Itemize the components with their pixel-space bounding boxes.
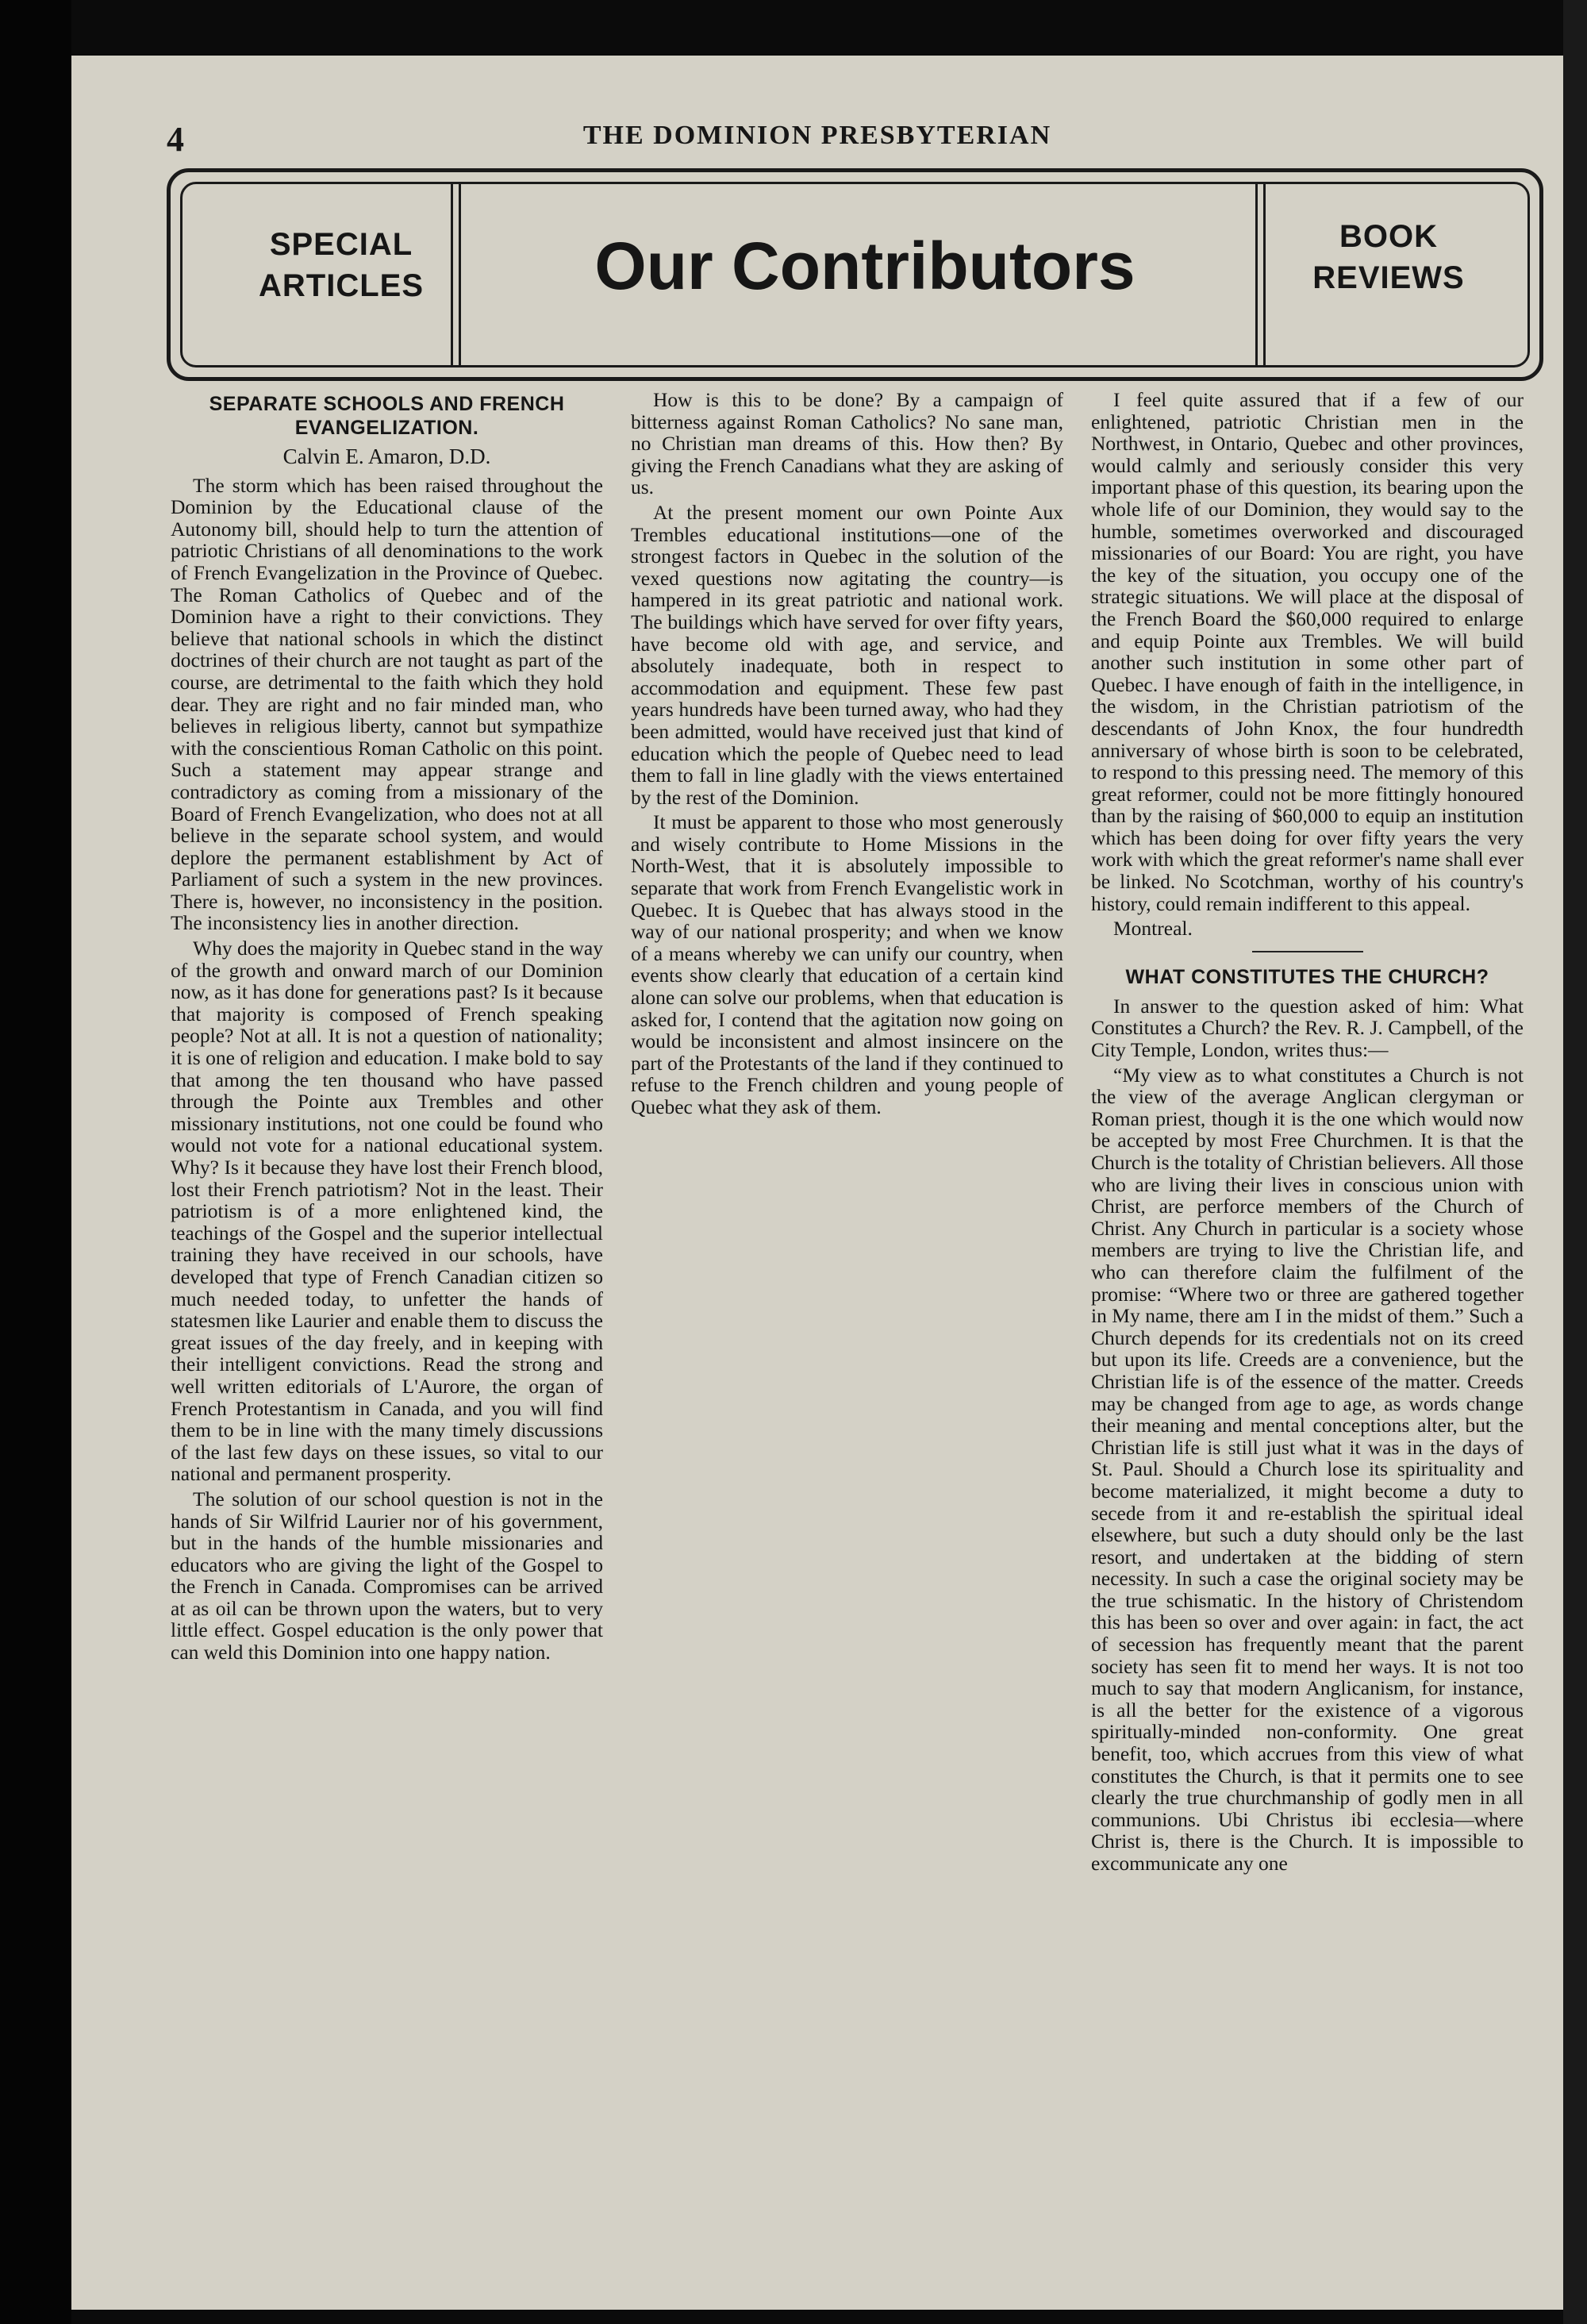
section-banner (167, 168, 1543, 381)
article-separator-rule (1252, 951, 1363, 952)
article1-paragraph-7: I feel quite assured that if a few of our enlightened, patriotic Christian men in the Northwest, in Ontario, Quebec and other provinces, would calmly and seriously consider this very important phase of this question, its bearing upon the whole life of our Dominion, they would say to the humble, sometimes overworked and discouraged missionaries of our Board: You are right, you have the key of the situation, you occupy one of the strategic situations. We will place at the disposal of the French Board the $60,000 required to enlarge and equip Pointe aux Trembles. We will build another such institution in some other part of Quebec. I have enough of faith in the intelligence, in the wisdom, in the Christian patriotism of the descendants of John Knox, the four hundredth anniversary of whose birth is soon to be celebrated, to respond to this pressing need. The memory of this great reformer, could not be more fittingly honoured than by the raising of $60,000 to equip an institution which has been doing for over fifty years the very work with which the great reformer's name shall ever be linked. No Scotchman, worthy of his country's history, could remain indifferent to this appeal. (1091, 389, 1524, 915)
running-head: THE DOMINION PRESBYTERIAN (582, 121, 1052, 150)
newspaper-page (71, 56, 1563, 2310)
banner-divider-right-1 (1263, 184, 1266, 365)
banner-right-label (1274, 216, 1504, 298)
text-column-1 (171, 389, 603, 2294)
article1-signoff: Montreal. (1113, 917, 1193, 941)
article-heading-constitutes-church: WHAT CONSTITUTES THE CHURCH? (1125, 965, 1489, 988)
scan-left-edge (0, 0, 71, 2324)
section-title: Our Contributors (594, 229, 1135, 303)
article2-paragraph-1: In answer to the question asked of him: What Constitutes a Church? the Rev. R. J. Campbell, of the City Temple, London, writes thus:— (1091, 994, 1524, 1062)
banner-divider-right-2 (1255, 184, 1258, 365)
article1-paragraph-1: The storm which has been raised throughout the Dominion by the Educational clause of the Autonomy bill, should help to turn the attention of patriotic Christians of all denominations to the work of French Evangelization in the Province of Quebec. The Roman Catholics of Quebec and of the Dominion have a right to their convictions. They believe that national schools in which the distinct doctrines of their church are not taught as part of the course, are detrimental to the faith which they hold dear. They are right and no fair minded man, who believes in religious liberty, cannot but sympathize with the conscientious Roman Catholic on this point. Such a statement may appear strange and contradictory as coming from a missionary of the Board of French Evangelization, who does not at all believe in the separate school system, and would deplore the permanent establishment by Act of Parliament of such a system in the new provinces. There is, however, no inconsistency in the position. The inconsistency lies in another direction. (171, 473, 603, 935)
article1-paragraph-4: How is this to be done? By a campaign of bitterness against Roman Catholics? No sane man, no Christian man dreams of this. How then? By giving the French Canadians what they are asking of us. (631, 389, 1063, 499)
text-column-3 (1091, 389, 1524, 2294)
article1-paragraph-3: The solution of our school question is not in the hands of Sir Wilfrid Laurier nor of his government, but in the hands of the humble missionaries and educators who are giving the light of the Gospel to the French in Canada. Compromises can be arrived at as oil can be thrown upon the waters, but to very little effect. Gospel education is the only power that can weld this Dominion into one happy nation. (171, 1487, 603, 1664)
article-heading-separate-schools: SEPARATE SCHOOLS AND FRENCH EVANGELIZATION. (209, 393, 565, 439)
article2-paragraph-2: “My view as to what constitutes a Church is not the view of the average Anglican clergyman or Roman priest, though it is the one which would now be accepted by most Free Churchmen. It is that the Church is the totality of Christian believers. All those who are living their lives in conscious union with Christ, are perforce members of the Church of Christ. Any Church in particular is a society whose members are trying to live the Christian life, and who can therefore claim the fulfilment of the promise: “Where two or three are gathered together in My name, there am I in the midst of them.” Such a Church depends for its credentials not on its creed but upon its life. Creeds are a convenience, but the Christian life is of the essence of the matter. Creeds may be changed from age to age, as words change their meaning and mental conceptions alter, but the Christian life is still just what it was in the days of St. Paul. Should a Church lose its spirituality and become materialized, it might become a duty to secede from it and re-establish the spiritual ideal elsewhere, but such a duty should only be the last resort, and undertaken at the bidding of stern necessity. In such a case the original society may be the true schismatic. In the history of Christendom this has been so over and over again: in fact, the act of secession has frequently meant that the parent society has seen fit to mend her ways. It is not too much to say that modern Anglicanism, for instance, is all the better for the existence of a vigorous spiritually-minded non-conformity. One great benefit, too, which accrues from this view of what constitutes the Church, is that it permits one to see clearly the true churchmanship of godly men in all communions. Ubi Christus ibi ecclesia—where Christ is, there is the Church. It is impossible to excommunicate any one (1091, 1063, 1524, 1875)
banner-left-line-1: SPECIAL (269, 227, 413, 262)
page-number: 4 (167, 120, 184, 159)
banner-left-line-2: ARTICLES (259, 268, 424, 303)
scan-right-edge (1563, 0, 1587, 2324)
article1-paragraph-6: It must be apparent to those who most generously and wisely contribute to Home Missions in the North-West, that it is absolutely impossible to separate that work from French Evangelistic work in Quebec. It is Quebec that has always stood in the way of our national prosperity; and when we know of a means whereby we can unify our country, when events show clearly that education of a certain kind alone can solve our problems, when that education is asked for, I contend that the agitation now going on would be inconsistent and almost insincere on the part of the Protestants of the land if they continued to refuse to the French children and young people of Quebec what they ask of them. (631, 810, 1063, 1118)
banner-left-label (206, 224, 476, 306)
article1-paragraph-5: At the present moment our own Pointe Aux Trembles educational institutions—one of the strongest factors in Quebec in the solution of the vexed questions now agitating the country—is hampered in its great patriotic and national work. The buildings which have served for over fifty years, have become old with age, and service, and absolutely inadequate, both in respect to accommodation and equipment. These few past years hundreds have been turned away, who had they been admitted, would have received just that kind of education which the people of Quebec need to lead them to fall in line gladly with the views entertained by the rest of the Dominion. (631, 500, 1063, 809)
banner-inner-frame (180, 182, 1530, 367)
banner-right-line-2: REVIEWS (1312, 260, 1465, 295)
article-byline: Calvin E. Amaron, D.D. (282, 444, 491, 468)
article1-paragraph-2: Why does the majority in Quebec stand in the way of the growth and onward march of our Dominion now, as it has done for generations past? Is it because that majority is composed of French speaking people? Not at all. It is not a question of nationality; it is one of religion and education. I make bold to say that among the ten thousand who have passed through the Pointe aux Trembles and other missionary institutions, not one could be found who would not vote for a national educational system. Why? Is it because they have lost their French blood, lost their French patriotism? Not in the least. Their patriotism is of a more enlightened kind, the teachings of the Gospel and the superior intellectual training they have received in our schools, have developed that type of French Canadian citizen so much needed today, to unfetter the hands of statesmen like Laurier and enable them to discuss the great issues of the day freely, and in keeping with their intelligent convictions. Read the strong and well written editorials of L'Aurore, the organ of French Protestantism in Canada, and you will find them to be in line with the many timely discussions of the last few days on these issues, so vital to our national and permanent prosperity. (171, 937, 603, 1486)
banner-right-line-1: BOOK (1339, 219, 1438, 254)
text-column-2 (631, 389, 1063, 2294)
